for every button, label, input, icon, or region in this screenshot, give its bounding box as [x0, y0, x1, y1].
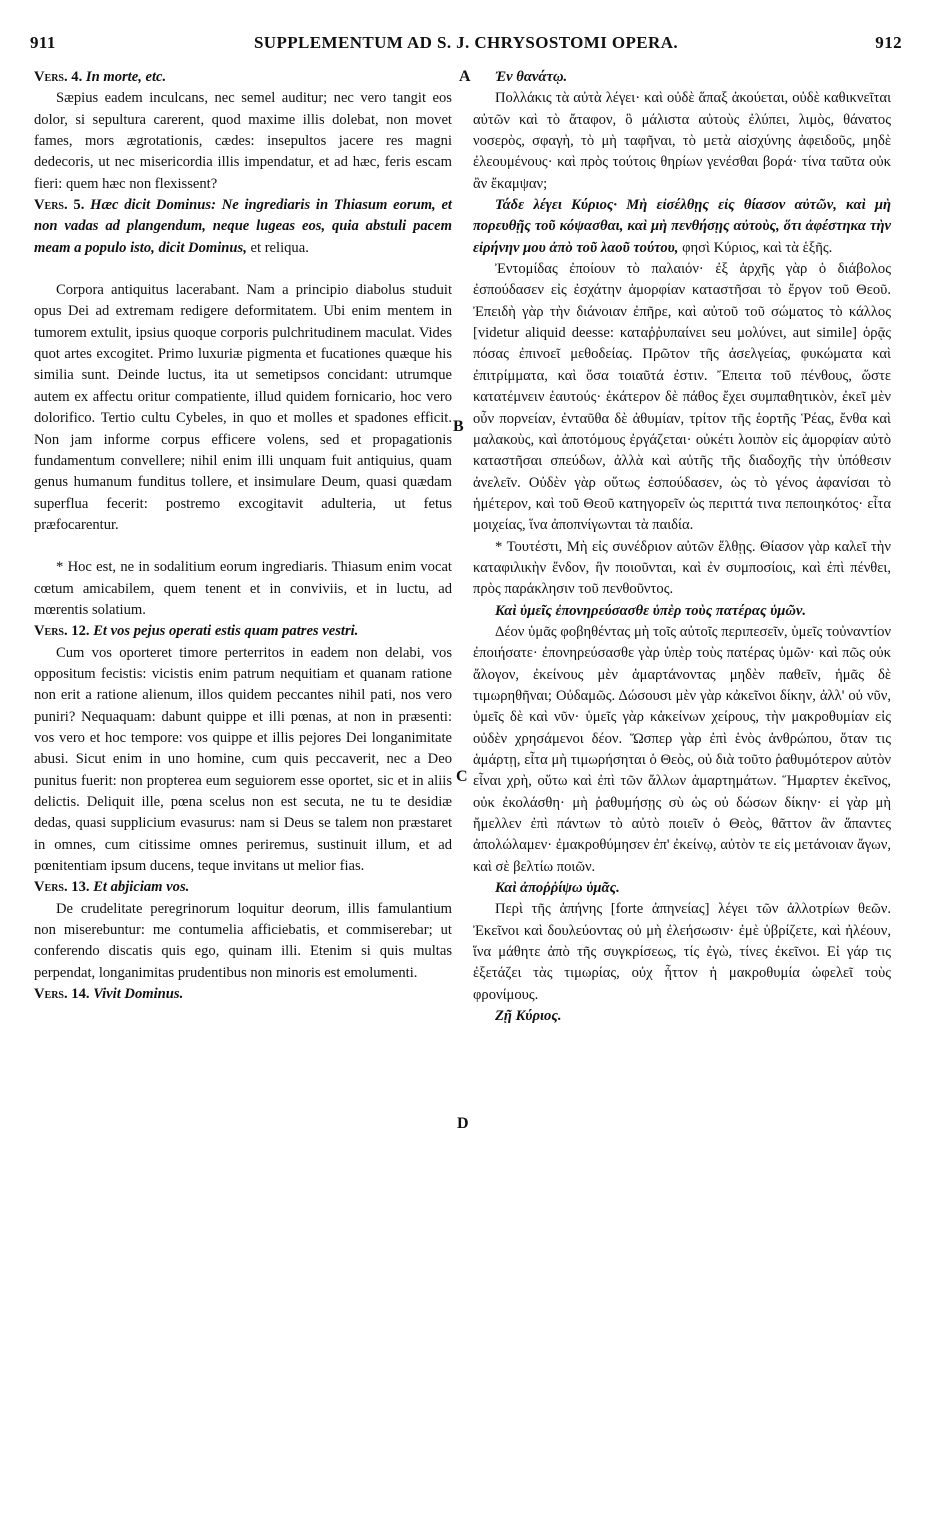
- paragraph: Ἐντομίδας ἐποίουν τὸ παλαιόν· ἐξ ἀρχῆς γὰρ ὁ διάβολος ἐσπούδασεν εἰς ἐσχάτην ἀμορφίαν καταστῆσαι τὸ ἔργον τοῦ Θεοῦ. Ἐπειδὴ γὰρ τὴν διάνοιαν ἐπῆρε, καὶ αὐτοῦ τοῦ σώματος τὸ κάλλος [videtur aliquid deesse: καταῤῥυπαίνει seu μολύνει, aut simile] ὁρᾷς πόσας ἐπινοεῖ μεθοδείας. Πρῶτον τῆς ἀσελγείας, φυκώματα καὶ ἐπιτρίμματα, καὶ ὅσα τοιαῦτά ἐστιν. Ἔπειτα τοῦ πένθους, ὥστε κατατέμνειν ἑαυτούς· ἑκάτερον δὲ πάθος ἔχει συμπαθητικὸν, ἐκεῖ μὲν οὖν πορνείαν, ἐνταῦθα δὲ ἀθυμίαν, τρίτον τῆς ἑορτῆς Ῥέας, ἔνθα καὶ μαλακοὺς, καὶ ἀποτόμους ἐργάζεται· οὐκέτι λοιπὸν εἰς ἀμορφίαν αὐτὸ καταστῆσαι σπεύδων, ἀλλὰ καὶ αὐτῆς τῆς διαδοχῆς τὴν ὑπόθεσιν ἀνελεῖν. Οὐδὲν γὰρ οὕτως ἐσπούδασεν, ὡς τὸ γένος ἀφανίσαι τὸ ἡμέτερον, καὶ τοῦ Θεοῦ κατηγορεῖν ὡς περιττά τινα πεποιηκότος· εἶτα μοιχείας, ἵνα ἀποπνίγωνται τὰ παιδία.: [473, 261, 891, 534]
- footnote-paragraph: * Τουτέστι, Μὴ εἰς συνέδριον αὐτῶν ἔλθῃς. Θίασον γὰρ καλεῖ τὴν καταφιλικὴν ἔνδον, ἣν ποιοῦνται, καὶ ἐν συμποσίοις, καὶ ἐπὶ πένθει, πρὸς παράκλησιν τοῦ πενθοῦντος.: [473, 538, 891, 598]
- paragraph: Sæpius eadem inculcans, nec semel auditur; nec vero tangit eos dolor, si sepultura carerent, quod maxime illis dolebat, non movet fames, mors ægrotationis, cædes: insepultos jacere res magni dedecoris, ut nec misericordia illis impendatur, et ad hæc, feris escam fieri: quem hæc non flexissent?: [34, 90, 452, 192]
- margin-marker-c: C: [456, 768, 468, 785]
- margin-marker-a: A: [459, 68, 471, 85]
- verse-heading: Ἐν θανάτῳ.: [495, 69, 568, 85]
- margin-marker-d: D: [457, 1115, 469, 1132]
- latin-column: [34, 67, 452, 1005]
- paragraph: Περὶ τῆς ἀπήνης [forte ἀπηνείας] λέγει τῶν ἀλλοτρίων θεῶν. Ἐκεῖνοι καὶ δουλεύοντας οὐ μὴ ἐλεήσωσιν· ἐμὲ ὑβρίζετε, καὶ ἠλέουν, ἵνα μάθητε ἀπὸ τῆς συγκρίσεως, τίς ἐγὼ, τίνες ἐκεῖνοι. Εἰ γάρ τις ἐξετάζει τὰς τιμωρίας, οὐχ ἧττον ἡ μακροθυμία ὠφελεῖ τοὺς φρονίμους.: [473, 901, 891, 1003]
- paragraph: Πολλάκις τὰ αὐτὰ λέγει· καὶ οὐδὲ ἅπαξ ἀκούεται, οὐδὲ καθικνεῖται αὐτῶν καὶ τὸ ἄταφον, ὃ μάλιστα αὐτοὺς ἐλύπει, λιμὸς, θάνατος νοσερὸς, σφαγὴ, τὸ μὴ ταφῆναι, τὸ μετὰ αἰσχύνης ἀφειδοῦς, μηδὲ ἐλεουμένους· καὶ πρὸς τούτοις θηρίων γενέσθαι βορά· τίνα ταῦτα οὐκ ἂν ἔκαμψαν;: [473, 90, 891, 192]
- page-number-right: 912: [875, 33, 902, 52]
- verse-heading: Vers. 14. Vivit Dominus.: [34, 986, 184, 1003]
- margin-marker-b: B: [453, 418, 464, 435]
- verse-heading: Vers. 13. Et abjiciam vos.: [34, 879, 190, 896]
- page-number-left: 911: [30, 33, 56, 52]
- page-header: [30, 33, 902, 59]
- paragraph: Corpora antiquitus lacerabant. Nam a principio diabolus studuit opus Dei ad extremam redigere deformitatem. Ubi enim mentem in tumorem extulit, ipsius quoque corporis pulchritudinem maculat. Vides quot artes excogitet. Primo luxuriæ pigmenta et fucationes quæque his similia sunt. Deinde luctus, ita ut semetipsos concidant: utrumque autem ex affectu oritur compatiente, illud quidem fornicario, hoc vero dolorifico. Tertio cultu Cybeles, in quo et molles et spadones efficit. Non jam informe corpus efficere volens, sed et propagationis fundamentum convellere; nihil enim illi unquam fuit antiquius, quam genus humanum funditus tollere, et insimulare Deum, quasi quædam superflua fecerit: postremo excogitavit adulteria, ut fetus præfocarentur.: [34, 282, 452, 533]
- verse-heading: Vers. 4. In morte, etc.: [34, 69, 167, 85]
- paragraph: Δέον ὑμᾶς φοβηθέντας μὴ τοῖς αὐτοῖς περιπεσεῖν, ὑμεῖς τοὐναντίον ἐποιήσατε· ἐπονηρεύσασθε γὰρ ὑπὲρ τοὺς πατέρας ὑμῶν· καὶ πῶς οὐκ ἄλογον, ἐκείνους μὲν ἁμαρτάνοντας μηδὲν παθεῖν, ἡμᾶς δὲ τιμωρηθῆναι; Οὐδαμῶς. Δώσουσι μὲν γὰρ κἀκεῖνοι δίκην, ἀλλ' οὐ νῦν, ὑμεῖς δὲ καὶ νῦν· ὑμεῖς γὰρ κἀκείνων χείρους, τὴν μακροθυμίαν εἰς οὐδὲν χρησάμενοι δέον. Ὥσπερ γὰρ ἐπὶ ἑνὸς ἀνθρώπου, ὅταν τις ἁμάρτῃ, εἶτα μὴ τιμωρήσηται ὁ Θεὸς, οὐ διὰ τοῦτο ῥαθυμότερον αὐτὸν εἶναι χρὴ, οὕτω καὶ ἐπὶ τῶν ἄλλων ἁμαρτημάτων. Ἥμαρτεν ἐκεῖνος, οὐκ ἐκολάσθη· μὴ ῥαθυμήσῃς σὺ ὡς οὐ δώσων δίκην· εἰ γὰρ μὴ ἤμελλεν ἐπὶ πάντων τὸ αὐτὸ ποιεῖν ὁ Θεὸς, θᾶττον ἂν ἅπαντες ἀπολώλαμεν· ἐμακροθύμησεν ἐπ' ἐκείνῳ, αὐτὸν τε εἰς μετάνοιαν ἄγων, καὶ σὲ βελτίω ποιῶν.: [473, 623, 891, 875]
- verse-heading: Vers. 5. Hæc dicit Dominus: Ne ingrediaris in Thiasum eorum, et non vadas ad plangendum, neque lugeas eos, quia abstuli pacem meam a populo isto, dicit Dominus, et reliqua.: [34, 197, 452, 256]
- footnote-paragraph: * Hoc est, ne in sodalitium eorum ingrediaris. Thiasum enim vocat cœtum amicabilem, quem tenent et in conviviis, et in luctu, ad mœrentis solatium.: [34, 559, 452, 618]
- verse-heading: Ζῇ Κύριος.: [495, 1008, 562, 1025]
- verse-heading: Vers. 12. Et vos pejus operati estis quam patres vestri.: [34, 623, 359, 640]
- verse-heading: Τάδε λέγει Κύριος· Μὴ εἰσέλθῃς εἰς θίασον αὐτῶν, καὶ μὴ πορευθῇς τοῦ κόψασθαι, καὶ μὴ πενθήσῃς αὐτοὺς, ὅτι ἀφέστηκα τὴν εἰρήνην μου ἀπὸ τοῦ λαοῦ τούτου, φησὶ Κύριος, καὶ τὰ ἑξῆς.: [473, 197, 891, 256]
- running-title: SUPPLEMENTUM AD S. J. CHRYSOSTOMI OPERA.: [253, 33, 679, 52]
- verse-heading: Καὶ ἀποῤῥίψω ὑμᾶς.: [495, 880, 620, 897]
- verse-heading: Καὶ ὑμεῖς ἐπονηρεύσασθε ὑπὲρ τοὺς πατέρας ὑμῶν.: [495, 602, 807, 619]
- greek-column: [473, 67, 891, 1027]
- paragraph: Cum vos oporteret timore perterritos in eadem non delabi, vos oppositum fecistis: vicistis enim patrum nequitiam et quanam ratione non erit a ratione alienum, illos quidem peccantes nihil pati, nos vero puniri? Nequaquam: dabunt quippe et illi pœnas, at non in præsenti: vos vero et hoc tempore: vos quippe et illis pejores Dei longanimitate abusi. Sicut enim in uno homine, cum quis peccaverit, nec a Deo punitus fuerit: non propterea eum seguiorem esse oportet, sic et in aliis delictis. Deliquit ille, pœna scelus non est secuta, ne tu te desidiæ dedas, quasi supplicium evasurus: nam si Deus se talem non præstaret in omnes, cum citissime omnes periremus, sustinuit illum, et ad pœnitentiam ipsum ducens, teque invitans ut melior fias.: [34, 644, 452, 875]
- paragraph: De crudelitate peregrinorum loquitur deorum, illis famulantium non miserebuntur: me contumelia afficiebatis, et commiserebar; ut conferendo discatis quis ego, quinam illi. Etenim si quis multas perpendat, longanimitas prudentibus non minoris est emolumenti.: [34, 900, 452, 981]
